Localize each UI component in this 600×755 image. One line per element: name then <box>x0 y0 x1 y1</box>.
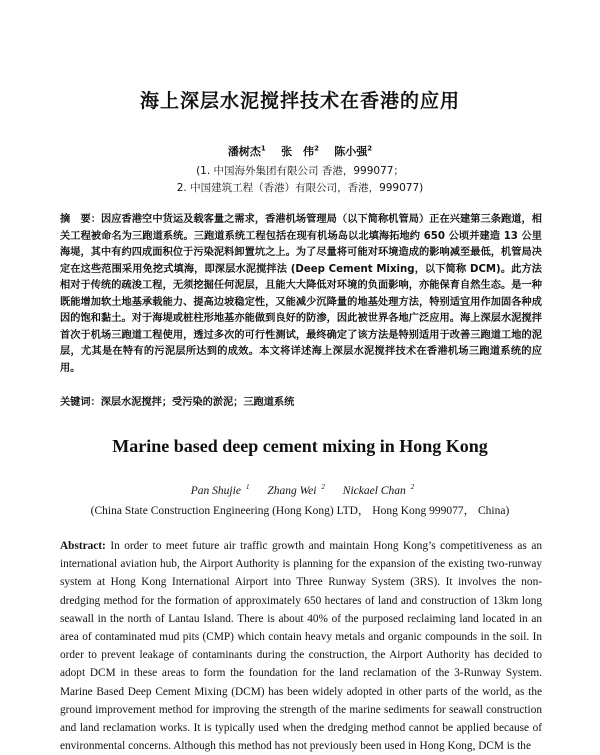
english-abstract-label: Abstract: <box>60 540 106 552</box>
chinese-keywords-label: 关键词： <box>60 397 101 408</box>
chinese-affiliation-1: (1. 中国海外集团有限公司 香港，999077； <box>196 165 404 177</box>
chinese-keywords-text: 深层水泥搅拌；受污染的淤泥；三跑道系统 <box>100 397 295 408</box>
english-abstract <box>60 537 542 755</box>
chinese-author-2: 张 伟$^2$ <box>281 144 319 158</box>
chinese-abstract <box>60 212 542 377</box>
chinese-title: 海上深层水泥搅拌技术在香港的应用 <box>139 90 460 112</box>
chinese-abstract-label: 摘 要： <box>60 214 102 225</box>
english-abstract-text: In order to meet future air traffic growth and maintain Hong Kong’s competitiveness as an international aviation hub, the Airport Authority is planning for the expansion of the existing two-runway system at Hong Kong International Airport into Three Runway System (3RS). It involves the non-dredging method for the formation of approximately 650 hectares of land and construction of 13km long seawall in the north of Lantau Island. There is about 40% of the purposed reclaiming land located in an area of contaminated mud pits (CMP) which contain heavy metals and organic compounds in the soil. In order to prevent leakage of contaminants during the construction, the Airport Authority has decided to adopt DCM in these areas to form the foundation for the land reclamation of the 3-Runway System. Marine Based Deep Cement Mixing (DCM) has been widely adopted in other parts of the world, as the ground improvement method for improving the strength of the marine sediments for seawall construction and land reclamation works. It is typically used when the dredging method cannot be applied because of environmental concerns. Although this method has not previously been used in Hong Kong, DCM is the <box>60 540 542 753</box>
english-affiliation: (China State Construction Engineering (Hong Kong) LTD， Hong Kong 999077， China) <box>90 505 510 517</box>
english-author-3: Nickael Chan $^2$ <box>342 483 415 497</box>
chinese-author-1: 潘树杰$^1$ <box>227 144 266 158</box>
chinese-affiliation-2: 2. 中国建筑工程（香港）有限公司，香港，999077) <box>176 182 424 194</box>
chinese-authors <box>0 143 600 159</box>
english-author-2: Zhang Wei $^2$ <box>267 483 325 497</box>
chinese-keywords <box>60 393 542 408</box>
chinese-abstract-text: 因应香港空中货运及载客量之需求，香港机场管理局（以下简称机管局）正在兴建第三条跑道，相关工程被命名为三跑道系统。三跑道系统工程包括在现有机场岛以北填海拓地约 650 公顷并建造 13 公里海堤，其中有约四成面积位于污染泥料卸置坑之上。为了尽量将可能对环境造成的影响减至最低，机管局决定在这些范围采用免挖式填海，即深层水泥搅拌法 (Deep Cement Mixing，以下简称 DCM)。此方法相对于传统的疏浚工程，无须挖掘任何泥层，且能大大降低对环境的负面影响，亦能保育自然生态。是一种既能增加软土地基承载能力、提高边坡稳定性，又能减少沉降量的地基处理方法，特别适宜用作加固各种成因的饱和黏土。对于海堤或桩柱形地基亦能做到良好的防渗，因此被世界各地广泛应用。海上深层水泥搅拌首次于机场三跑道工程使用，透过多次的可行性测试，最终确定了该方法是特别适用于改善三跑道工地的泥层，尤其是在特有的污泥层所达到的成效。本文将详述海上深层水泥搅拌技术在香港机场三跑道系统的应用。 <box>60 214 542 374</box>
chinese-author-3: 陈小强$^2$ <box>334 144 373 158</box>
english-title: Marine based deep cement mixing in Hong Kong <box>112 436 488 456</box>
english-author-1: Pan Shujie $^1$ <box>190 483 250 497</box>
english-authors <box>0 483 600 497</box>
